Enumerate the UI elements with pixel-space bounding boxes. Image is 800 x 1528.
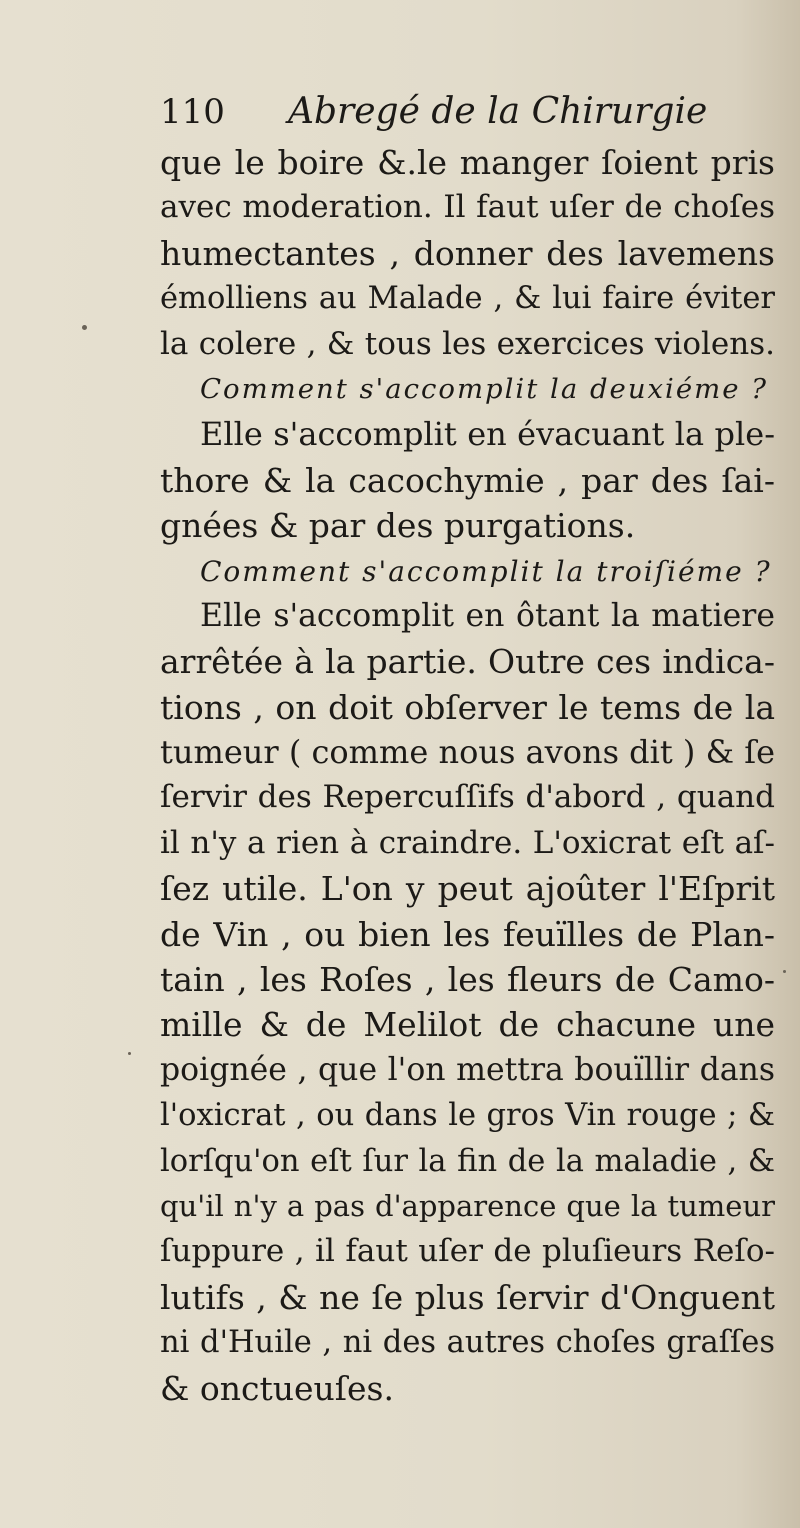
text-line: lutifs , & ne ſe plus ſervir d'Onguent <box>160 1277 775 1317</box>
text-line: ſez utile. L'on y peut ajoûter l'Eſprit <box>160 869 775 909</box>
text-line: tain , les Roſes , les fleurs de Camo- <box>160 960 775 1000</box>
text-line: émolliens au Malade , & lui faire éviter <box>160 281 775 317</box>
text-line: ſervir des Repercuſſifs d'abord , quand <box>160 779 775 816</box>
text-line: ſuppure , il faut uſer de pluſieurs Reſo- <box>160 1233 775 1270</box>
text-line: il n'y a rien à craindre. L'oxicrat eſt aſ- <box>160 824 775 861</box>
text-line: poignée , que l'on mettra bouïllir dans <box>160 1051 775 1088</box>
text-line: Elle s'accomplit en évacuant la ple- <box>200 415 775 454</box>
text-line: lorſqu'on eſt ſur la fin de la maladie , & <box>160 1143 775 1179</box>
text-line: avec moderation. Il faut uſer de choſes <box>160 189 775 226</box>
text-line: mille & de Melilot de chacune une <box>160 1005 775 1045</box>
text-line: l'oxicrat , ou dans le gros Vin rouge ; & <box>160 1098 775 1134</box>
running-title: Abregé de la Chirurgie <box>288 91 708 132</box>
text-line: arrêtée à la partie. Outre ces indica- <box>160 642 775 682</box>
body-text <box>160 140 775 1411</box>
text-line: Elle s'accomplit en ôtant la matiere <box>200 597 775 634</box>
paper-speck <box>128 1052 131 1055</box>
text-line: la colere , & tous les exercices violens. <box>160 325 775 362</box>
text-line: humectantes , donner des lavemens <box>160 233 775 273</box>
text-line: qu'il n'y a pas d'apparence que la tumeur <box>160 1188 775 1223</box>
text-line: tions , on doit obſerver le tems de la <box>160 687 775 727</box>
text-line: thore & la cacochymie , par des ſai- <box>160 460 775 500</box>
text-line: & onctueuſes. <box>160 1368 394 1408</box>
text-line: tumeur ( comme nous avons dit ) & ſe <box>160 733 776 772</box>
page-header <box>160 92 780 142</box>
text-line: de Vin , ou bien les feuïlles de Plan- <box>160 914 775 954</box>
text-line: ni d'Huile , ni des autres choſes graſſes <box>160 1325 775 1361</box>
text-line: gnées & par des purgations. <box>160 506 636 546</box>
page-number: 110 <box>160 92 225 132</box>
question-heading: Comment s'accomplit la troiſiéme ? <box>200 554 772 588</box>
paper-speck <box>783 970 786 973</box>
text-line: que le boire &.le manger ſoient pris <box>160 143 775 182</box>
question-heading: Comment s'accomplit la deuxiéme ? <box>200 372 768 405</box>
paper-speck <box>82 325 87 330</box>
